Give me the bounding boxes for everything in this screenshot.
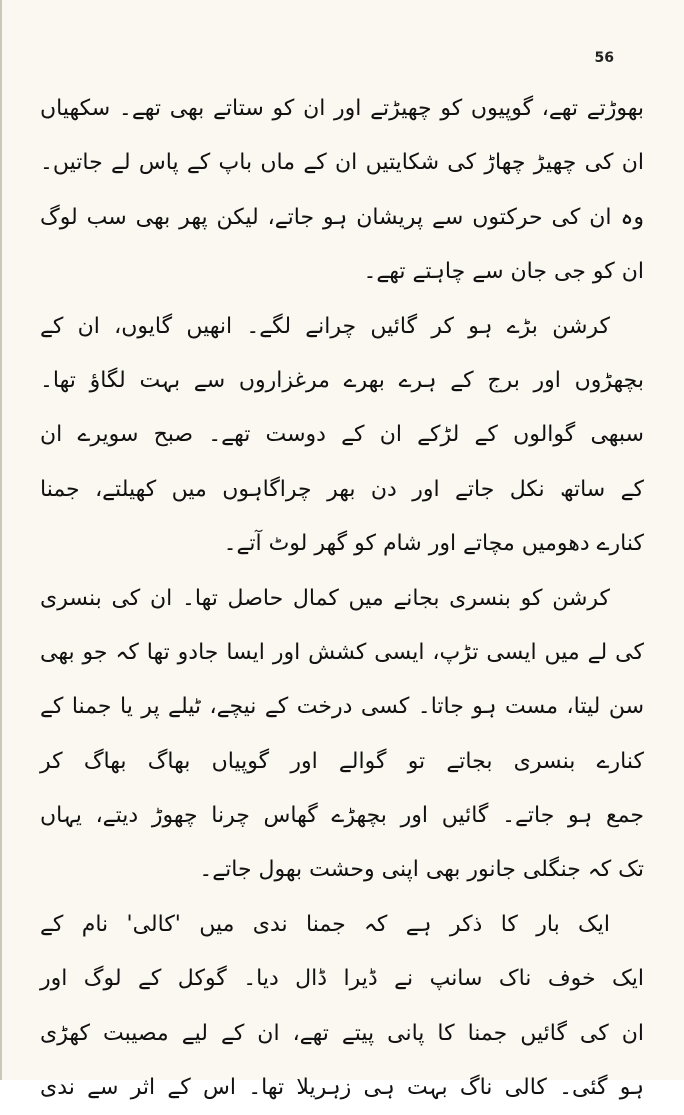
text-line: ایک بار کا ذکر ہے کہ جمنا ندی میں 'کالی' نام کے — [40, 911, 610, 937]
paragraph-4 — [40, 898, 644, 1115]
text-line: وہ ان کی حرکتوں سے پریشان ہو جاتے، لیکن پھر بھی سب لوگ — [40, 204, 644, 230]
text-line: بچھڑوں اور برج کے ہرے بھرے مرغزاروں سے بہت لگاؤ تھا۔ — [40, 367, 644, 393]
text-line: کرشن بڑے ہو کر گائیں چرانے لگے۔ انھیں گایوں، ان کے — [40, 313, 610, 339]
text-line: کے ساتھ نکل جاتے اور دن بھر چراگاہوں میں کھیلتے، جمنا — [40, 476, 644, 502]
text-line: ہو گئی۔ کالی ناگ بہت ہی زہریلا تھا۔ اس کے اثر سے ندی — [40, 1075, 644, 1101]
text-line: ان کو جی جان سے چاہتے تھے۔ — [363, 259, 644, 285]
text-line: جمع ہو جاتے۔ گائیں اور بچھڑے گھاس چرنا چھوڑ دیتے، یہاں — [40, 803, 644, 829]
text-line: کی لے میں ایسی تڑپ، ایسی کشش اور ایسا جادو تھا کہ جو بھی — [40, 639, 644, 665]
text-line: بھوڑتے تھے، گوپیوں کو چھیڑتے اور ان کو ستاتے بھی تھے۔ سکھیاں — [40, 96, 644, 121]
text-line: کنارے بنسری بجاتے تو گوالے اور گوپیاں بھاگ بھاگ کر — [40, 748, 644, 774]
text-line: کنارے دھومیں مچاتے اور شام کو گھر لوٹ آتے۔ — [223, 531, 644, 557]
text-line: کرشن کو بنسری بجانے میں کمال حاصل تھا۔ ان کی بنسری — [40, 585, 610, 611]
page-number: 56 — [594, 50, 614, 66]
paragraph-1 — [40, 82, 644, 300]
text-line: ایک خوف ناک سانپ نے ڈیرا ڈال دیا۔ گوکل کے لوگ اور — [40, 966, 644, 992]
text-line: تک کہ جنگلی جانور بھی اپنی وحشت بھول جاتے۔ — [199, 857, 644, 883]
text-line: سبھی گوالوں کے لڑکے ان کے دوست تھے۔ صبح سویرے ان — [40, 422, 644, 448]
body-text — [40, 82, 644, 1115]
text-line: ان کی گائیں جمنا کا پانی پیتے تھے، ان کے لیے مصیبت کھڑی — [40, 1020, 644, 1046]
scan-edge — [0, 0, 2, 1080]
paragraph-2 — [40, 300, 644, 572]
text-line: ان کی چھیڑ چھاڑ کی شکایتیں ان کے ماں باپ کے پاس لے جاتیں۔ — [40, 150, 644, 176]
paragraph-3 — [40, 572, 644, 898]
text-line: سن لیتا، مست ہو جاتا۔ کسی درخت کے نیچے، ٹیلے پر یا جمنا کے — [40, 694, 644, 720]
